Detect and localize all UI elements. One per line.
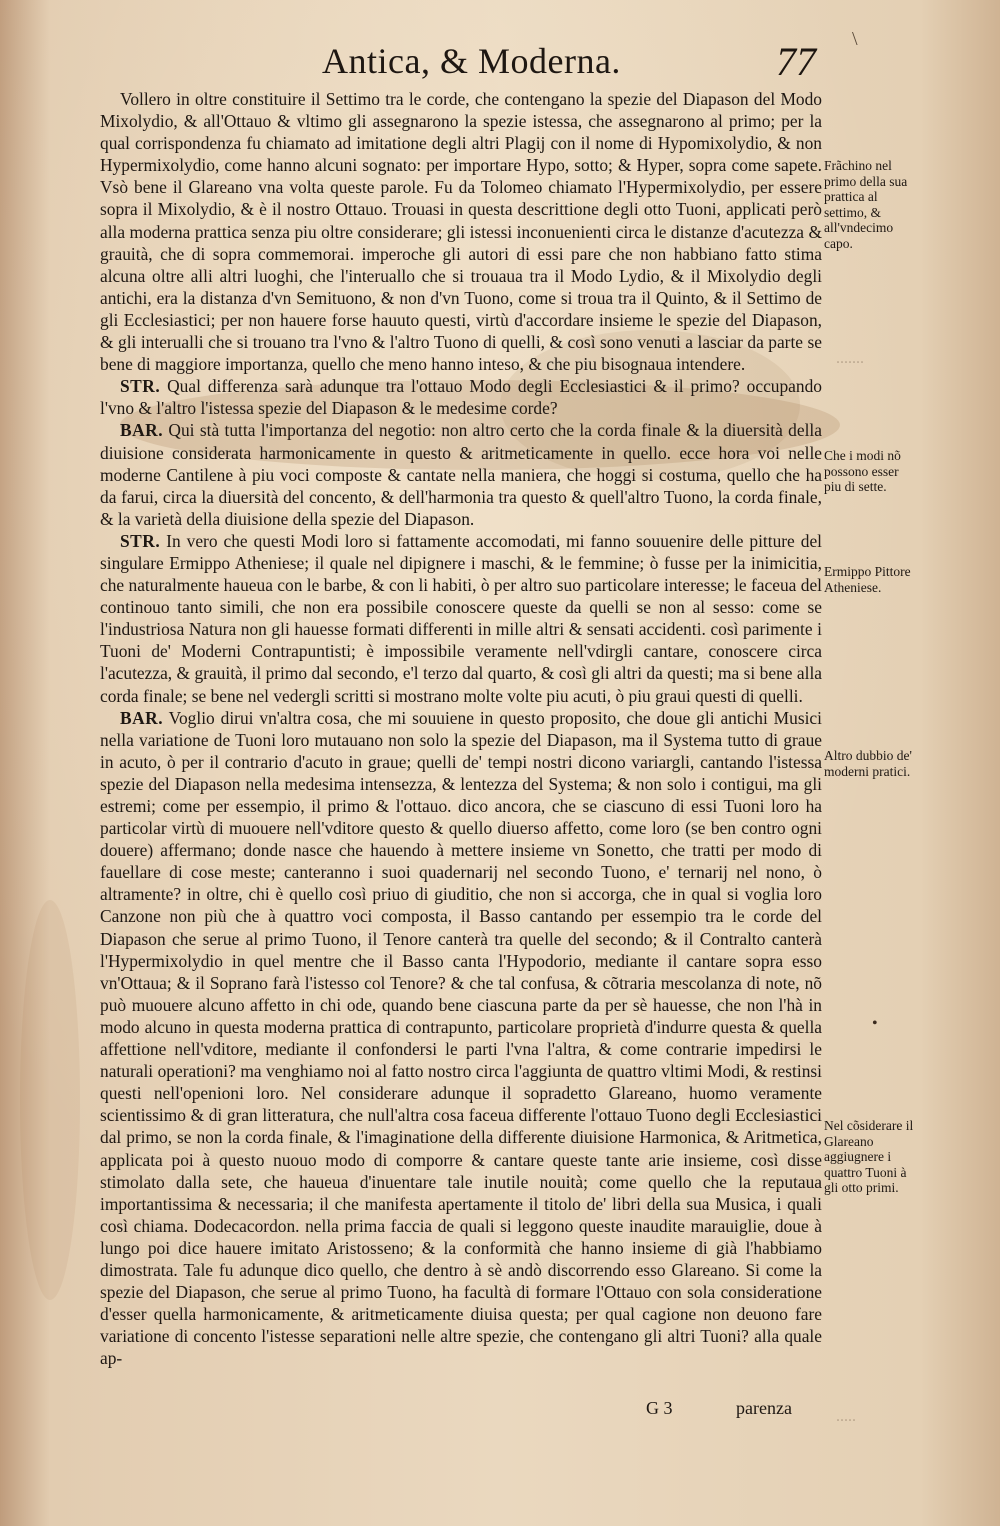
marginal-note: Altro dubbio de' moderni pratici. [824,748,912,779]
paragraph [100,419,822,529]
running-head: Antica, & Moderna. [322,41,621,81]
bleed-through-mark: ..... [836,1408,856,1425]
speaker-label: BAR. [120,420,164,441]
marginal-note: Ermippo Pittore Atheniese. [824,564,911,595]
corner-mark: \ [852,28,858,50]
main-text-block [100,88,822,1369]
marginal-note: Frãchino nel primo della sua prattica al settimo, & all'vndecimo capo. [824,158,908,251]
catchword: parenza [736,1398,792,1418]
speaker-label: BAR. [120,707,164,728]
paragraph-text: Qual differenza sarà adunque tra l'ottauo Modo degli Ecclesiastici & il primo? occupando l'vno & l'altro l'istessa spezie del Diapason & le medesime corde? [100,376,822,419]
marginal-note: Che i modi nõ possono esser piu di sette. [824,448,901,494]
paragraph [100,707,822,1370]
paragraph [100,530,822,707]
paragraph-text: Qui stà tutta l'importanza del negotio: non altro certo che la corda finale & la diuersità della diuisione considerata harmonicamente in questo & aritmeticamente in quello. ecce hora voi nelle moderne Cantilene à piu voci composte & cantate nella maniera, che hoggi si costuma, quello che ha da farui, circa la diuersità del concento, & dell'harmonia tra questo & quell'altro Tuono, la corda finale, & la varietà della diuisione della spezie del Diapason. [100,420,822,529]
signature-mark: G 3 [646,1398,673,1418]
paragraph [100,375,822,419]
paragraph-text: Vollero in oltre constituire il Settimo tra le corde, che contengano la spezie del Diapason del Modo Mixolydio, & all'Ottauo & vltimo gli assegnarono la spezie istessa, che assegnarono al primo; per la qual corrispondenza fu chiamato ad imitatione degli altri Plagij con il nome di Hypomixolydio, & non Hypermixolydio, come hanno alcuni sognato: per importare Hypo, sotto; & Hyper, sopra come sapete. Vsò bene il Glareano vna volta queste parole. Fu da Tolomeo chiamato l'Hypermixolydio, per essere sopra il Mixolydio, & è il nostro Ottauo. Trouasi in questa descrittione degli otto Tuoni, applicati però alla moderna prattica senza piu oltre considerare; gli istessi inconuenienti circa le distanze d'acutezza & grauità, che di sopra commemorai. imperoche gli autori di essi pare che non habbiano fatto stima alcuna oltre alli altri luoghi, che l'interuallo che si trouaua tra il Modo Lydio, & il Mixolydio degli antichi, era la distanza d'vn Semituono, & non d'vn Tuono, come si troua tra il Quinto, & il Settimo de gli Ecclesiastici; per non hauere forse hauuto questi, virtù d'accordare insieme le spezie del Diapason, & gli interualli che si trouano tra l'vno & l'altro Tuono di quelli, & così sono venuti a lasciar da parte se bene di maggiore importanza, quello che meno hanno inteso, & che piu bisognaua intendere. [100,89,822,375]
paragraph [100,88,822,375]
edge-shadow [20,900,80,1300]
ink-dot: • [872,1015,878,1032]
page-number: 77 [776,39,816,84]
speaker-label: STR. [120,376,161,397]
paragraph-text: In vero che questi Modi loro si fattamente accomodati, mi fanno souuenire delle pitture del singulare Ermippo Atheniese; il quale nel dipignere i maschi, & le femmine; ò fusse per la inimicitia, che naturalmente haueua con le barbe, & con li habiti, ò per altro suo particolare interesse; le faceua del continouo tanto simili, che non era possibile conoscere queste da quelli se non al sesso: come se l'industriosa Natura non gli hauesse formati differenti in mille altri & sensati accidenti. così parimente i Tuoni de' Moderni Contrapuntisti; è impossibile veramente nell'vdirgli cantare, conoscere circa l'acutezza, & grauità, il primo dal secondo, e'l terzo dal quarto, & così gli altri da questi; ma si bene alla corda finale; se bene nel vedergli scritti si mostrano molte volte piu acuti, ò piu graui questi di quelli. [100,530,822,706]
bleed-through-mark: ....... [836,350,864,367]
paragraph-text: Voglio dirui vn'altra cosa, che mi souuiene in questo proposito, che doue gli antichi Musici nella variatione de Tuoni loro mutauano non solo la spezie del Diapason, ma il Systema tutto di graue in acuto, ò per il contrario d'acuto in graue; quelli de' tempi nostri dicono variargli, cantando l'istessa spezie del Diapason nella medesima intensezza, & lentezza del Systema; & non solo i contigui, ma gli estremi; come per essempio, il primo & l'ottauo. dico ancora, che se ciascuno di essi Tuoni loro ha particolar virtù di muouere nell'vditore questo & quello diuerso affetto, come loro (se ben contro ogni douere) affermano; donde nasce che hauendo à mettere insieme vn Sonetto, che tratti per modo di fauellare di cose meste; canteranno i suoi quadernarij nel secondo Tuono, e' ternarij nel nono, ò altramente? in oltre, chi è quello così priuo di giuditio, che non si accorga, che in qual si voglia loro Canzone non più che à quattro voci composta, il Basso cantando per essempio tra le corde del Diapason che serue al primo Tuono, il Tenore canterà tra quelle del secondo; & il Contralto canterà l'Hypermixolydio in quel mentre che il Basso canta l'Hypodorio, mediante il cantare sopra esso vn'Ottaua; & il Soprano farà l'istesso col Tenore? & che tal confusa, & cõtraria mescolanza di note, nõ può muouere alcuno affetto in chi ode, quando bene ciascuna parte da per sè hauesse, che non l'hà in modo alcuno in questa moderna prattica di contrapunto, particolare proprietà d'indurre questa & quella affettione nell'vditore, mediante il confondersi le parti l'vna l'altra, & come contrarie impedirsi le naturali operationi? ma venghiamo noi al fatto nostro circa l'aggiunta de quattro vltimi Modi, & restinsi questi nell'openioni loro. Nel considerare adunque il sopradetto Glareano, huomo veramente scientissimo & di gran litteratura, che null'altra cosa faceua differente l'ottauo Tuono degli Ecclesiastici dal primo, se non la corda finale, & l'imaginatione della differente diuisione Harmonica, & Aritmetica, applicata poi à questo nuouo modo di comporre & cantare queste tante arie insieme, così disse stimolato dalla sete, che haueua d'inuentare tale inutile nouità; come quello che la reputaua importantissima & necessaria; il che manifesta apertamente il titolo de' libri della sua Musica, i quali così chiama. Dodecacordon. nella prima faccia de quali si leggono queste inaudite marauiglie, doue à lungo poi dice hauere imitato Aristosseno; & la conformità che hanno insieme di già l'habbiamo dimostrata. Tale fu adunque dico quello, che dentro à sè andò discorrendo esso Glareano. Si come la spezie del Diapason, che serue al primo Tuono, ha facultà di formare l'Ottauo con sola consideratione d'esser quella harmonicamente, & aritmeticamente diuisa questa; per qual cagione non deuono fare variatione di concento l'istesse separationi nelle altre spezie, che contengano gli altri Tuoni? alla quale ap- [100,707,822,1369]
marginal-note: Nel cõsiderare il Glareano aggiugnere i quattro Tuoni à gli otto primi. [824,1118,914,1195]
speaker-label: STR. [120,530,161,551]
